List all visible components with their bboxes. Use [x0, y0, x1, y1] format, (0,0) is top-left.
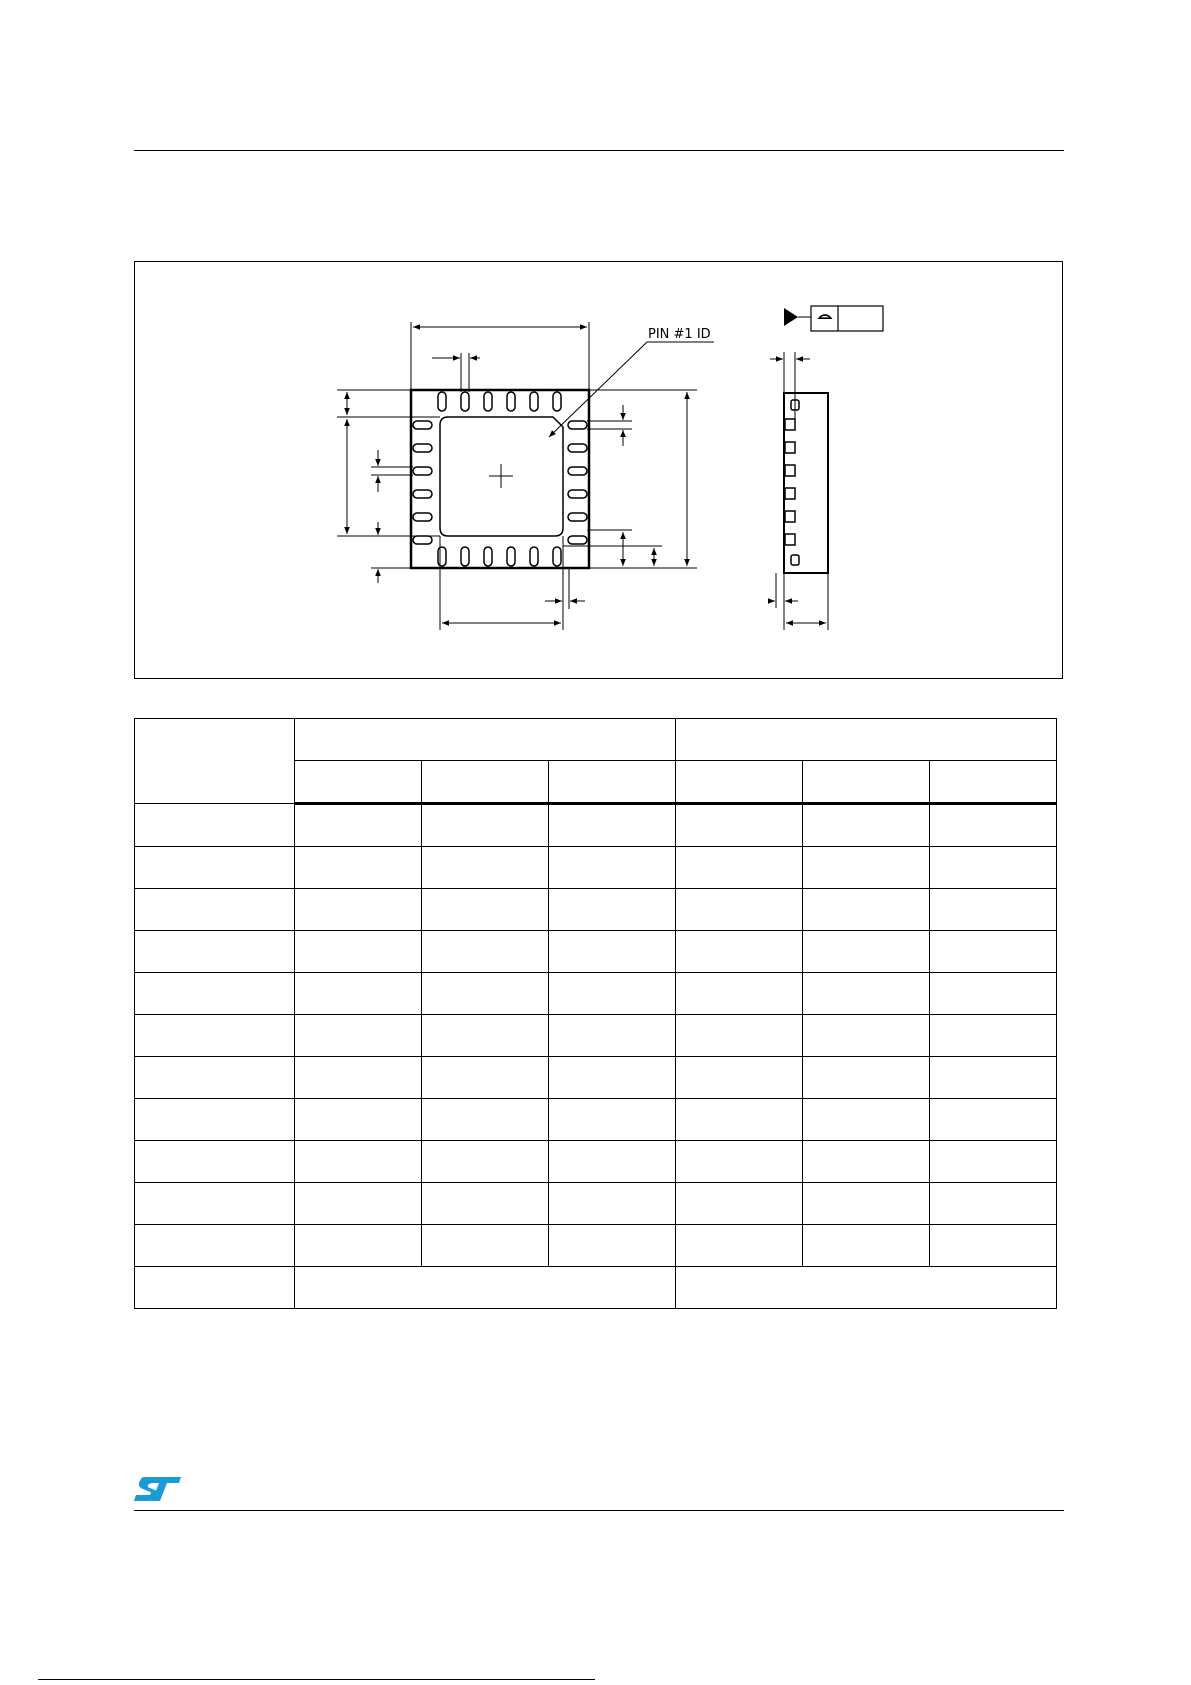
table-cell — [803, 1183, 930, 1225]
table-body — [135, 804, 1057, 1309]
table-cell — [135, 1015, 295, 1057]
table-cell — [676, 1141, 803, 1183]
side-view — [784, 393, 828, 573]
table-cell — [803, 889, 930, 931]
table-cell — [676, 889, 803, 931]
table-cell — [676, 847, 803, 889]
table-cell — [422, 1225, 549, 1267]
table-cell — [135, 931, 295, 973]
table-row — [135, 847, 1057, 889]
table-cell — [676, 1225, 803, 1267]
table-cell — [803, 804, 930, 847]
table-cell — [549, 889, 676, 931]
right-pins — [568, 421, 587, 544]
st-logo-icon — [134, 1474, 186, 1504]
table-cell — [549, 973, 676, 1015]
subheader-cell — [803, 761, 930, 804]
table-cell — [549, 1057, 676, 1099]
symbol-header-cell — [135, 719, 295, 804]
table-cell — [422, 1183, 549, 1225]
table-cell — [422, 973, 549, 1015]
table-cell — [295, 973, 422, 1015]
table-cell — [422, 889, 549, 931]
table-cell — [549, 1183, 676, 1225]
table-cell — [422, 847, 549, 889]
table-row — [135, 889, 1057, 931]
table-cell — [295, 889, 422, 931]
dimension-lines — [337, 322, 697, 630]
table-cell — [803, 1015, 930, 1057]
table-row — [135, 973, 1057, 1015]
table-cell — [676, 931, 803, 973]
table-cell — [676, 1099, 803, 1141]
table-row — [135, 1267, 1057, 1309]
table-cell — [676, 804, 803, 847]
pin1-id-label: PIN #1 ID — [648, 327, 711, 342]
table-cell — [295, 847, 422, 889]
subheader-cell — [676, 761, 803, 804]
dimensions-table — [134, 718, 1057, 1309]
table-cell — [930, 804, 1057, 847]
table-cell — [135, 1183, 295, 1225]
table-cell — [295, 1267, 676, 1309]
table-cell — [676, 1267, 1057, 1309]
table-cell — [803, 1099, 930, 1141]
table-cell — [930, 1141, 1057, 1183]
table-cell — [930, 1015, 1057, 1057]
table-cell — [930, 973, 1057, 1015]
table-cell — [295, 1015, 422, 1057]
table-cell — [803, 1225, 930, 1267]
table-cell — [295, 804, 422, 847]
table-cell — [295, 1099, 422, 1141]
table-cell — [803, 1057, 930, 1099]
table-header-row — [135, 719, 1057, 761]
table-cell — [549, 1099, 676, 1141]
table-cell — [135, 973, 295, 1015]
table-row — [135, 1099, 1057, 1141]
table-row — [135, 1225, 1057, 1267]
table-cell — [135, 1225, 295, 1267]
table-cell — [930, 931, 1057, 973]
table-cell — [135, 1267, 295, 1309]
table-cell — [135, 847, 295, 889]
left-pins — [413, 421, 432, 544]
table-cell — [803, 1141, 930, 1183]
table-cell — [135, 1141, 295, 1183]
table-row — [135, 1015, 1057, 1057]
table-cell — [549, 1015, 676, 1057]
table-row — [135, 1183, 1057, 1225]
table-cell — [930, 1183, 1057, 1225]
center-mark — [489, 464, 513, 488]
subheader-cell — [549, 761, 676, 804]
table-cell — [295, 931, 422, 973]
table-cell — [549, 1225, 676, 1267]
table-cell — [930, 1099, 1057, 1141]
table-cell — [295, 1057, 422, 1099]
table-cell — [295, 1225, 422, 1267]
table-cell — [930, 1057, 1057, 1099]
table-cell — [422, 1015, 549, 1057]
subheader-cell — [422, 761, 549, 804]
table-cell — [549, 804, 676, 847]
table-row — [135, 1057, 1057, 1099]
table-cell — [676, 1057, 803, 1099]
table-row — [135, 1141, 1057, 1183]
table-cell — [676, 1015, 803, 1057]
table-cell — [549, 847, 676, 889]
table-cell — [930, 1225, 1057, 1267]
table-cell — [135, 1057, 295, 1099]
mm-group-header-cell — [295, 719, 676, 761]
table-cell — [422, 804, 549, 847]
bottom-pins — [438, 547, 561, 566]
table-cell — [422, 1057, 549, 1099]
side-pins — [785, 400, 799, 565]
table-cell — [422, 931, 549, 973]
table-cell — [549, 931, 676, 973]
table-cell — [676, 1183, 803, 1225]
table-cell — [803, 931, 930, 973]
subheader-cell — [295, 761, 422, 804]
datum-triangle-icon — [784, 308, 798, 326]
table-cell — [549, 1141, 676, 1183]
scan-artifact-line — [38, 1679, 595, 1680]
table-cell — [295, 1183, 422, 1225]
table-cell — [135, 1099, 295, 1141]
table-cell — [803, 973, 930, 1015]
table-cell — [422, 1099, 549, 1141]
table-cell — [135, 889, 295, 931]
subheader-cell — [930, 761, 1057, 804]
side-body — [784, 393, 828, 573]
footer-rule — [134, 1510, 1064, 1511]
table-row — [135, 931, 1057, 973]
top-pins — [438, 392, 561, 411]
table-cell — [930, 847, 1057, 889]
table-cell — [930, 889, 1057, 931]
flatness-frame — [784, 306, 883, 331]
inch-group-header-cell — [676, 719, 1057, 761]
table-cell — [803, 847, 930, 889]
table-cell — [295, 1141, 422, 1183]
table-row — [135, 804, 1057, 847]
table-cell — [676, 973, 803, 1015]
table-cell — [135, 804, 295, 847]
table-cell — [422, 1141, 549, 1183]
